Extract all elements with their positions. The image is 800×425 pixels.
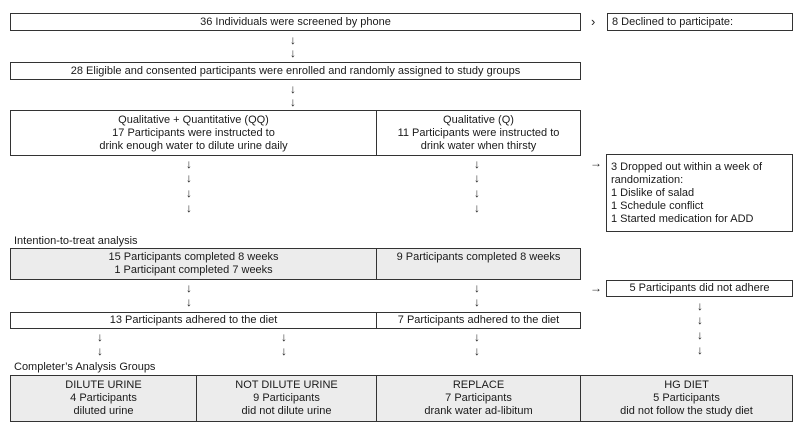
- arrow-down: ↓: [697, 313, 703, 327]
- q-group-line2: drink water when thirsty: [420, 139, 537, 152]
- qq-group-line1: 17 Participants were instructed to: [112, 126, 275, 139]
- group-desc: did not follow the study diet: [620, 405, 753, 417]
- arrow-down: ↓: [474, 171, 480, 185]
- arrow-down: ↓: [97, 344, 103, 358]
- dropout-line1: 3 Dropped out within a week of: [611, 160, 763, 173]
- group-desc: did not dilute urine: [241, 405, 332, 417]
- dropout-line2: randomization:: [611, 173, 684, 186]
- arrow-down: ↓: [281, 330, 287, 344]
- enrolled-text: 28 Eligible and consented participants were enrolled and randomly assigned to study groups: [70, 64, 521, 77]
- group-not-dilute-urine: [196, 375, 377, 422]
- qq-completed-line2: 1 Participant completed 7 weeks: [114, 264, 273, 276]
- declined-box: [607, 13, 793, 31]
- arrow-down: ↓: [290, 95, 296, 109]
- arrow-down: ↓: [186, 171, 192, 185]
- arrow-down: ↓: [474, 157, 480, 171]
- dropout-reason: 1 Schedule conflict: [611, 199, 704, 212]
- group-count: 9 Participants: [253, 392, 320, 404]
- arrow-declined: ›: [591, 14, 596, 29]
- arrow-down: ↓: [281, 344, 287, 358]
- completers-label: Completer’s Analysis Groups: [14, 361, 156, 373]
- arrow-down: ↓: [186, 201, 192, 215]
- arrow-down: ↓: [474, 186, 480, 200]
- group-name: REPLACE: [452, 379, 505, 391]
- arrow-down: ↓: [186, 295, 192, 309]
- q-adhered-box: [376, 312, 581, 329]
- arrow-down: ↓: [97, 330, 103, 344]
- group-count: 5 Participants: [653, 392, 720, 404]
- q-adhered-text: 7 Participants adhered to the diet: [397, 314, 560, 326]
- arrow-down: ↓: [474, 330, 480, 344]
- group-name: NOT DILUTE URINE: [235, 379, 338, 391]
- qq-group-title: Qualitative + Quantitative (QQ): [118, 113, 269, 126]
- group-desc: diluted urine: [73, 405, 134, 417]
- group-hg-diet: [580, 375, 793, 422]
- arrow-down: ↓: [186, 281, 192, 295]
- arrow-down: ↓: [474, 281, 480, 295]
- qq-group-box: [10, 110, 377, 156]
- qq-adhered-text: 13 Participants adhered to the diet: [109, 314, 278, 326]
- group-dilute-urine: [10, 375, 197, 422]
- q-group-title: Qualitative (Q): [443, 113, 514, 126]
- arrow-down: ↓: [290, 33, 296, 47]
- qq-completed-line1: 15 Participants completed 8 weeks: [108, 251, 279, 263]
- declined-text: 8 Declined to participate:: [612, 15, 734, 28]
- qq-completed-box: [10, 248, 377, 280]
- not-adhere-box: [606, 280, 793, 297]
- qq-adhered-box: [10, 312, 377, 329]
- group-count: 4 Participants: [70, 392, 137, 404]
- enrolled-box: [10, 62, 581, 80]
- group-replace: [376, 375, 581, 422]
- q-completed-box: [376, 248, 581, 280]
- not-adhere-text: 5 Participants did not adhere: [629, 282, 770, 294]
- screening-text: 36 Individuals were screened by phone: [200, 15, 391, 28]
- arrow-down: ↓: [290, 82, 296, 96]
- arrow-down: ↓: [697, 299, 703, 313]
- arrow-not-adhere: →: [590, 281, 602, 295]
- qq-group-line2: drink enough water to dilute urine daily: [99, 139, 288, 152]
- q-group-box: [376, 110, 581, 156]
- arrow-down: ↓: [290, 46, 296, 60]
- arrow-dropout: →: [590, 156, 602, 170]
- arrow-down: ↓: [697, 343, 703, 357]
- arrow-down: ↓: [474, 344, 480, 358]
- arrow-down: ↓: [474, 201, 480, 215]
- arrow-down: ↓: [186, 186, 192, 200]
- arrow-down: ↓: [186, 157, 192, 171]
- dropout-box: [606, 154, 793, 232]
- group-name: DILUTE URINE: [65, 379, 142, 391]
- group-name: HG DIET: [664, 379, 709, 391]
- arrow-down: ↓: [697, 328, 703, 342]
- dropout-reason: 1 Dislike of salad: [611, 186, 695, 199]
- dropout-reason: 1 Started medication for ADD: [611, 212, 754, 225]
- q-group-line1: 11 Participants were instructed to: [397, 126, 560, 139]
- itt-label: Intention-to-treat analysis: [14, 235, 138, 247]
- q-completed-text: 9 Participants completed 8 weeks: [396, 251, 561, 263]
- group-count: 7 Participants: [445, 392, 512, 404]
- screening-box: [10, 13, 581, 31]
- group-desc: drank water ad-libitum: [424, 405, 533, 417]
- arrow-down: ↓: [474, 295, 480, 309]
